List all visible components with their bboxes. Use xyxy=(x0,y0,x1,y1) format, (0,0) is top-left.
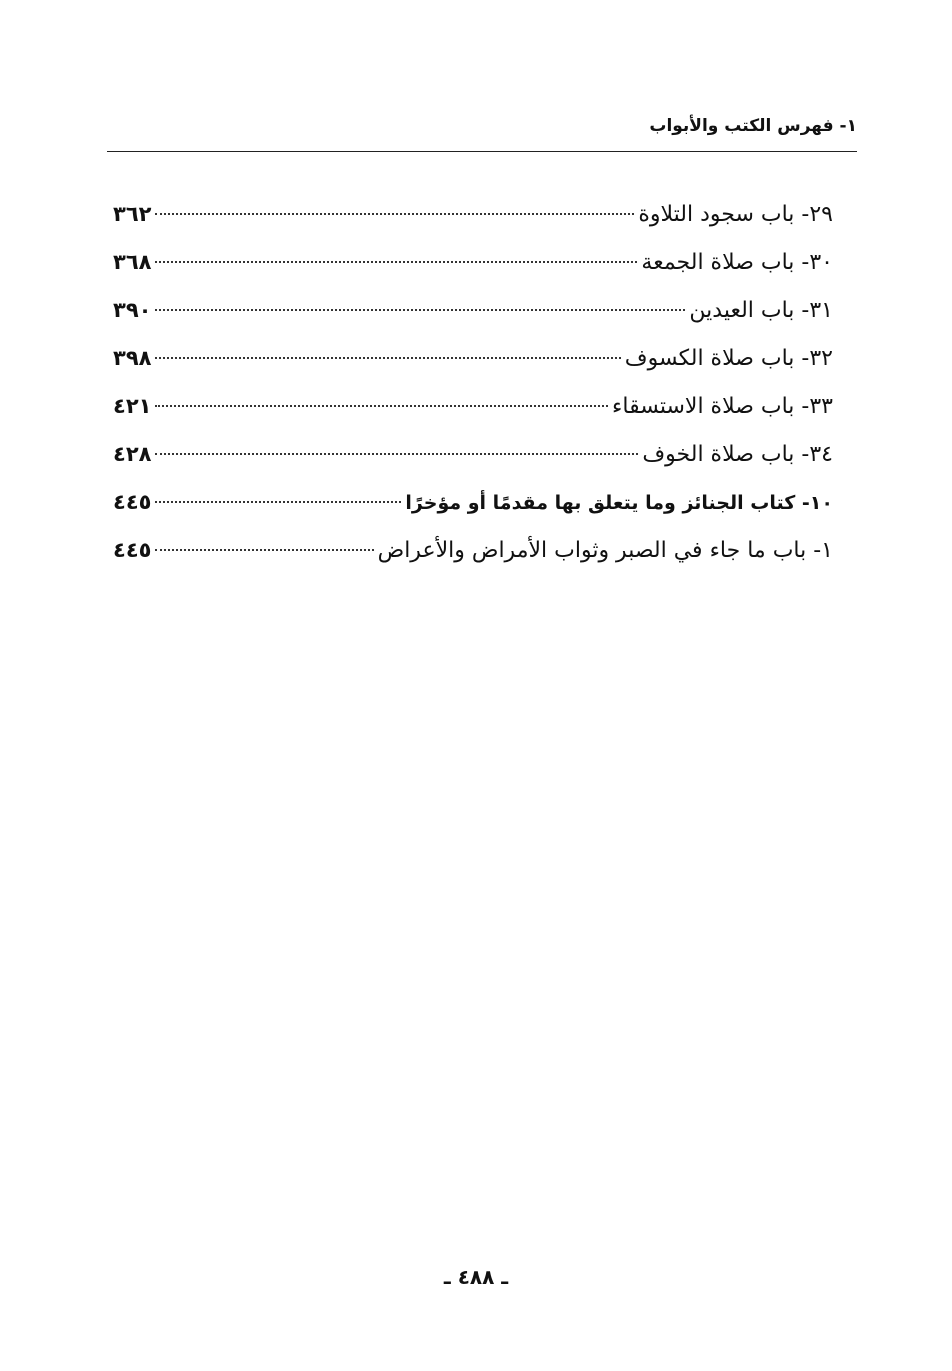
toc-entry-page: ٣٦٨ xyxy=(113,250,152,274)
toc-entry xyxy=(113,334,833,382)
toc-entry-title: ٢٩- باب سجود التلاوة xyxy=(638,202,833,227)
dot-leader xyxy=(155,453,638,455)
page-number: ـ ٤٨٨ ـ xyxy=(443,1265,509,1289)
toc-entry-title: ٣٤- باب صلاة الخوف xyxy=(642,442,833,467)
dot-leader xyxy=(155,213,634,215)
toc-entry-title: ٣٢- باب صلاة الكسوف xyxy=(624,346,833,371)
toc-entry-title: ١- باب ما جاء في الصبر وثواب الأمراض والأعراض xyxy=(377,538,833,563)
toc-entry-page: ٤٢٨ xyxy=(113,442,152,466)
table-of-contents xyxy=(113,190,833,574)
toc-entry-title: ٣١- باب العيدين xyxy=(689,298,833,323)
toc-entry-title: ٣٣- باب صلاة الاستسقاء xyxy=(612,394,833,419)
toc-entry xyxy=(113,286,833,334)
toc-entry-page: ٤٤٥ xyxy=(113,490,152,514)
toc-entry-title: ١٠- كتاب الجنائز وما يتعلق بها مقدمًا أو مؤخرًا xyxy=(405,492,833,514)
toc-entry-page: ٤٤٥ xyxy=(113,538,152,562)
toc-entry xyxy=(113,190,833,238)
header-divider xyxy=(107,151,857,152)
running-header-title: ١- فهرس الكتب والأبواب xyxy=(649,116,857,136)
dot-leader xyxy=(155,501,401,503)
toc-entry-page: ٣٩٠ xyxy=(113,298,152,322)
toc-entry xyxy=(113,382,833,430)
toc-entry-page: ٣٩٨ xyxy=(113,346,152,370)
toc-entry xyxy=(113,430,833,478)
toc-entry-page: ٣٦٢ xyxy=(113,202,152,226)
dot-leader xyxy=(155,309,685,311)
dot-leader xyxy=(155,357,620,359)
toc-book-entry xyxy=(113,478,833,526)
toc-entry-title: ٣٠- باب صلاة الجمعة xyxy=(641,250,833,275)
dot-leader xyxy=(155,261,637,263)
toc-entry-page: ٤٢١ xyxy=(113,394,152,418)
dot-leader xyxy=(155,549,373,551)
toc-entry xyxy=(113,526,833,574)
dot-leader xyxy=(155,405,608,407)
toc-entry xyxy=(113,238,833,286)
